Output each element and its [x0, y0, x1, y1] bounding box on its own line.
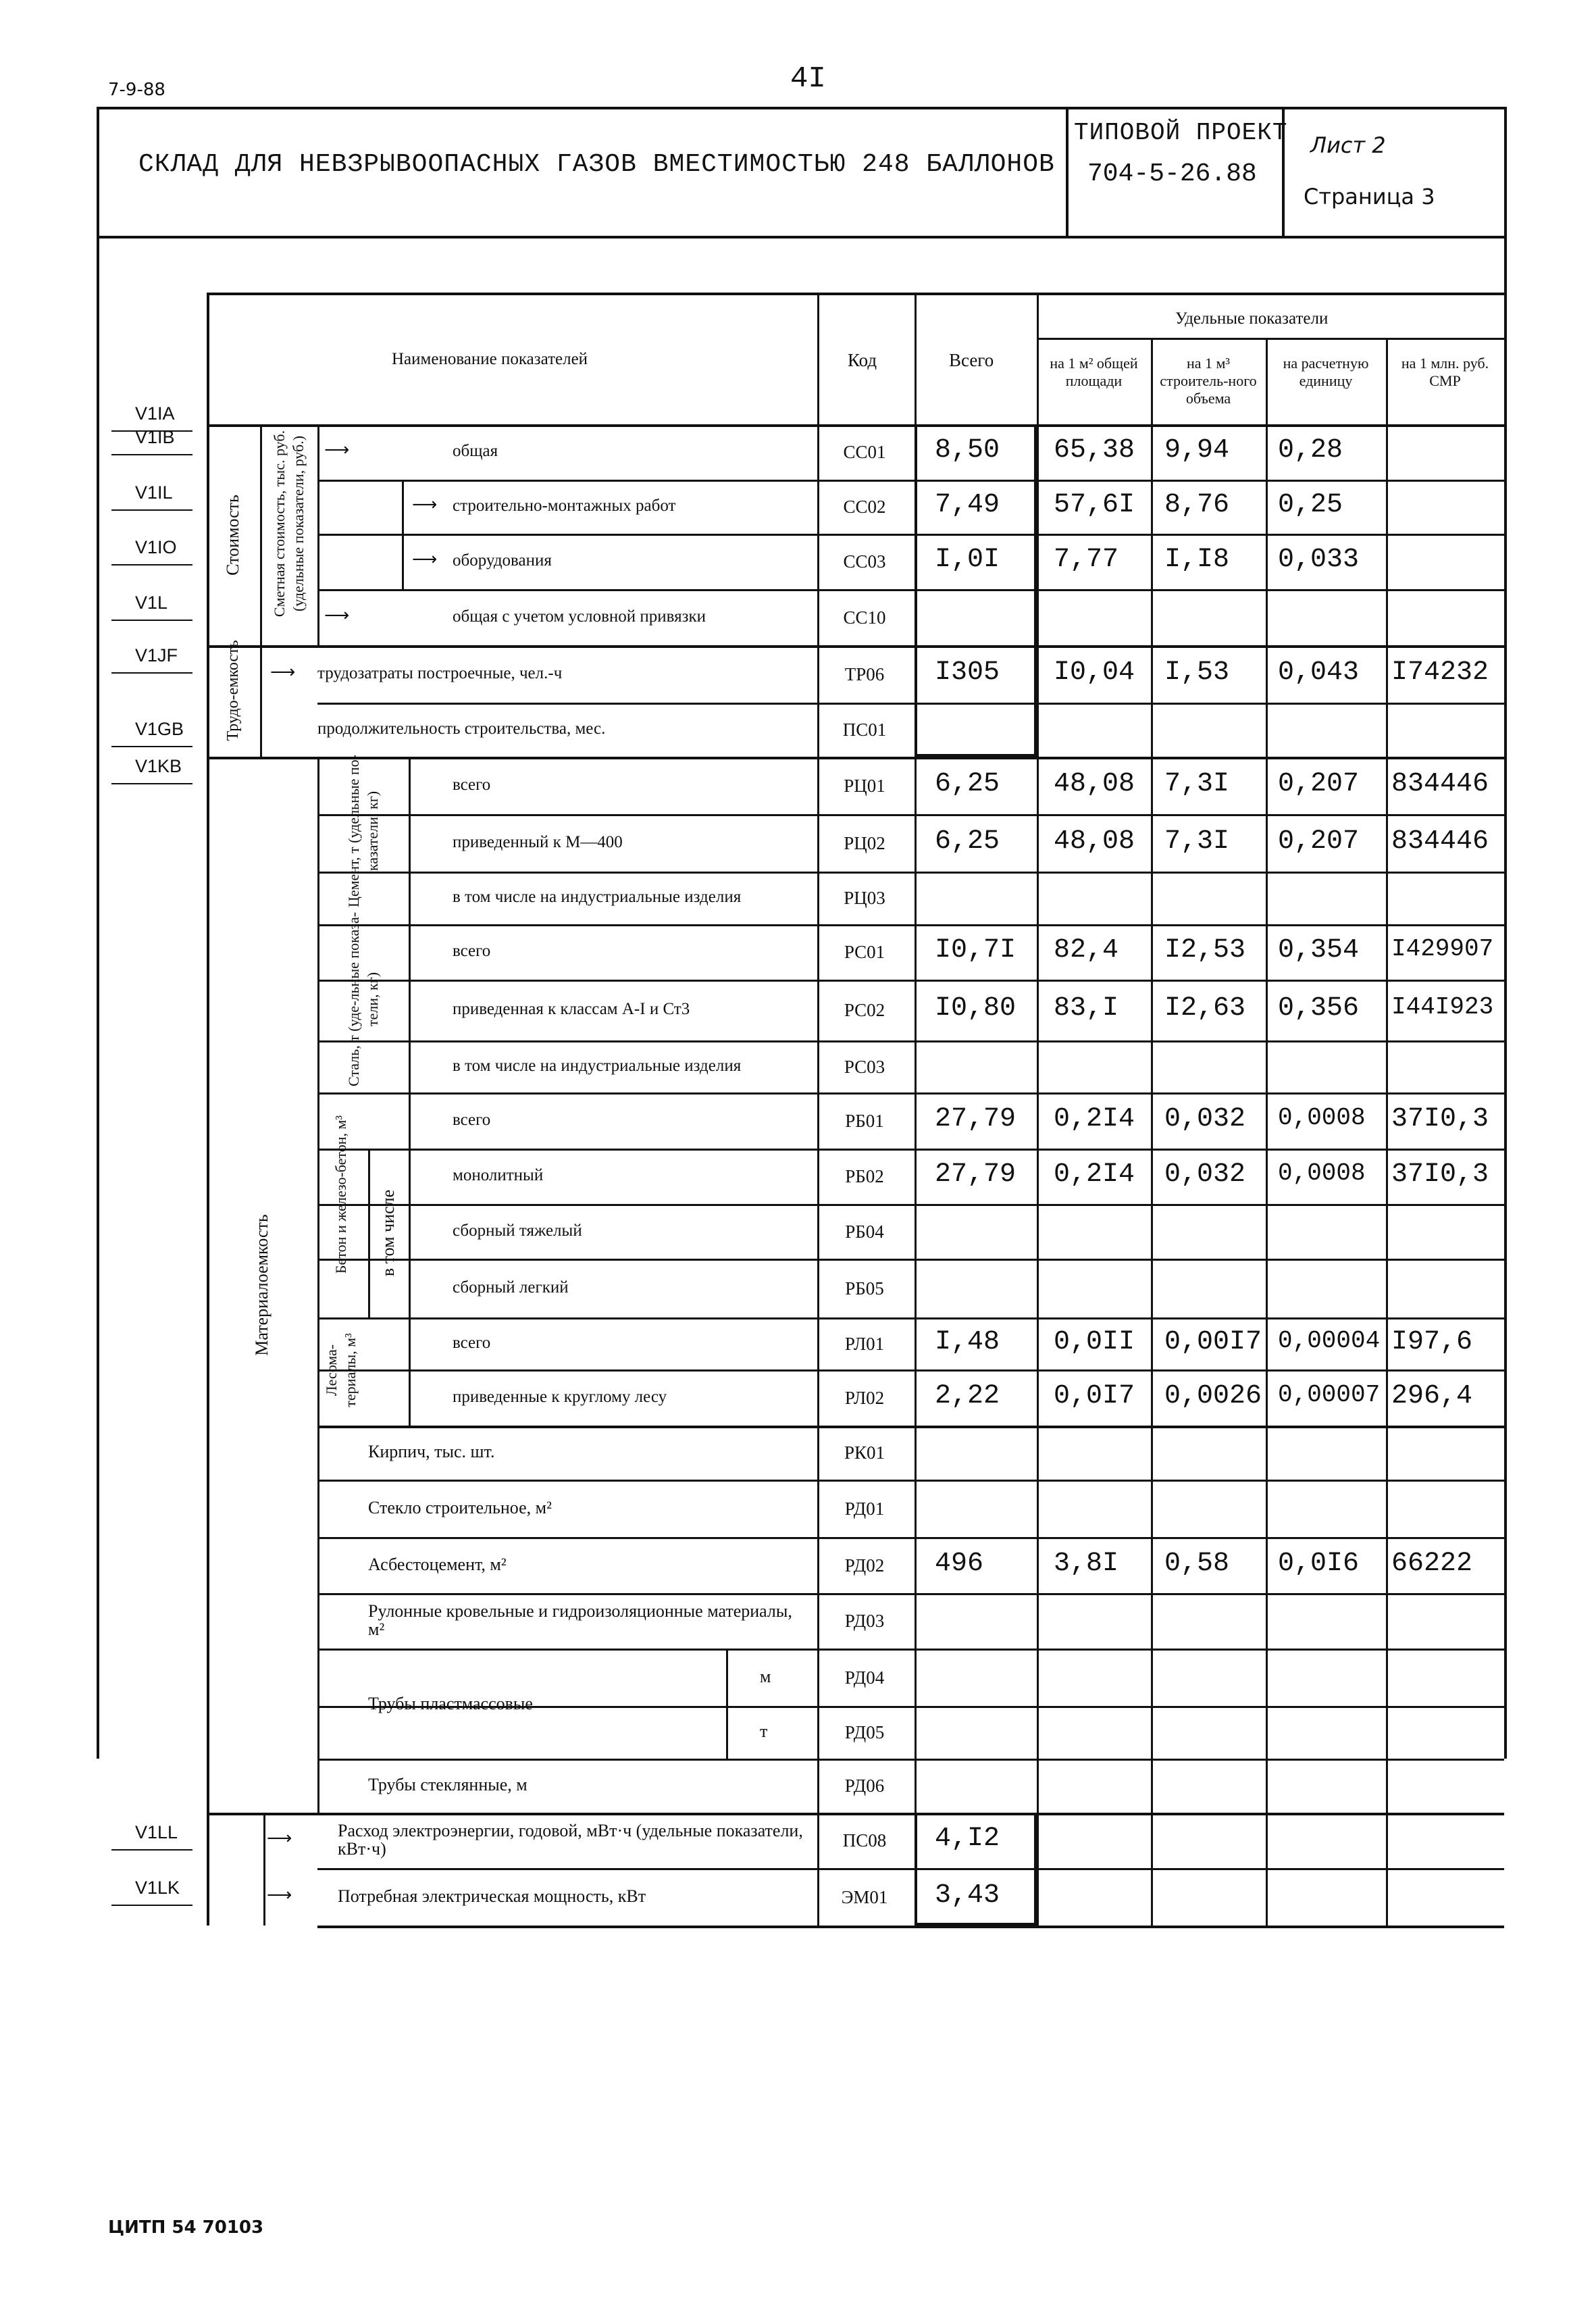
grid-line	[317, 872, 1504, 874]
row-label: Асбестоцемент, м²	[368, 1554, 507, 1574]
row-per-unit-value: 0,043	[1278, 657, 1360, 688]
row-code: СС02	[843, 497, 886, 517]
row-label: в том числе на индустриальные изделия	[453, 1056, 742, 1075]
column-per-million-header: на 1 млн. руб. СМР	[1401, 355, 1489, 389]
row-code: РК01	[844, 1442, 885, 1463]
row-label: в том числе на индустриальные изделия	[453, 888, 742, 906]
row-arrow-icon: ⟶	[267, 1828, 292, 1848]
row-per-volume-value: 9,94	[1164, 435, 1230, 466]
row-per-area-value: 7,77	[1054, 545, 1119, 575]
row-code: ПС08	[842, 1830, 887, 1851]
grid-line	[317, 1649, 1504, 1651]
row-code: СС01	[843, 442, 886, 462]
row-label: приведенный к М—400	[453, 832, 623, 851]
grid-line	[111, 783, 192, 784]
row-arrow-icon: ⟶	[324, 440, 350, 460]
group-material: Материалоемкость	[252, 1213, 272, 1356]
row-per-million-value: 296,4	[1391, 1380, 1473, 1411]
row-per-area-value: 48,08	[1054, 768, 1135, 799]
grid-line	[317, 1868, 1504, 1870]
row-per-volume-value: I,I8	[1164, 545, 1230, 575]
row-label: Стекло строительное, м²	[368, 1497, 552, 1517]
row-per-volume-value: 7,3I	[1164, 768, 1230, 799]
group-concrete-sub: в том числе	[378, 1189, 398, 1277]
row-label: Потребная электрическая мощность, кВт	[338, 1886, 646, 1906]
column-code-header: Код	[848, 350, 877, 370]
side-code-label: V1JF	[135, 645, 178, 665]
row-per-area-value: I0,04	[1054, 657, 1135, 688]
row-label: продолжительность строительства, мес.	[317, 720, 606, 738]
pipes-label: Трубы пластмассовые	[368, 1693, 533, 1713]
row-code: РЛ01	[844, 1333, 885, 1354]
side-code-label: V1IB	[135, 427, 175, 447]
row-code: ЭМ01	[841, 1886, 888, 1907]
grid-line	[317, 1926, 1504, 1928]
row-per-unit-value: 0,354	[1278, 935, 1360, 965]
grid-line	[409, 757, 411, 1426]
row-per-unit-value: 0,207	[1278, 768, 1360, 799]
row-label: приведенная к классам А-I и Ст3	[453, 1000, 690, 1018]
group-labor: Трудо-емкость	[224, 639, 242, 741]
row-total-value: 8,50	[935, 435, 1000, 466]
sheet-label: Лист 2	[1310, 132, 1386, 158]
row-code: ТР06	[844, 663, 885, 684]
grid-line	[317, 1480, 1504, 1482]
group-cost-sub: Сметная стоимость, тыс. руб. (удельные показатели, руб.)	[271, 430, 307, 617]
row-code: РЦ03	[844, 888, 885, 908]
row-code: СС10	[843, 607, 886, 628]
row-per-unit-value: 0,0008	[1278, 1159, 1366, 1187]
row-arrow-icon: ⟶	[324, 605, 350, 626]
side-code-label: V1IA	[135, 403, 175, 424]
grid-line	[317, 1259, 1504, 1261]
grid-line	[111, 672, 192, 674]
row-code: РС01	[844, 942, 885, 962]
row-per-unit-value: 0,00007	[1278, 1380, 1381, 1409]
grid-line	[317, 814, 1504, 816]
row-code: РД06	[844, 1776, 885, 1796]
row-per-area-value: 0,2I4	[1054, 1159, 1135, 1190]
grid-line	[726, 1649, 728, 1759]
row-code: РБ05	[845, 1278, 884, 1299]
row-per-area-value: 0,0II	[1054, 1326, 1135, 1357]
row-code: РЛ02	[844, 1387, 885, 1408]
row-per-unit-value: 0,0008	[1278, 1103, 1366, 1132]
row-total-value: 27,79	[935, 1159, 1016, 1190]
grid-line	[317, 1426, 1504, 1428]
grid-line	[317, 980, 1504, 982]
row-total-value: 27,79	[935, 1103, 1016, 1134]
row-total-value: 6,25	[935, 826, 1000, 857]
row-per-volume-value: 0,58	[1164, 1548, 1230, 1579]
grid-line	[1037, 293, 1039, 1926]
row-per-unit-value: 0,0I6	[1278, 1548, 1360, 1579]
row-code: РД02	[844, 1555, 885, 1576]
row-arrow-icon: ⟶	[412, 549, 438, 570]
row-per-volume-value: 0,0026	[1164, 1380, 1262, 1411]
page-label: Страница 3	[1304, 184, 1435, 209]
grid-line	[317, 1593, 1504, 1595]
grid-line	[207, 645, 1504, 648]
group-concrete: Бетон и железо-бетон, м³	[332, 1115, 349, 1274]
group-cement: Цемент, т (удельные по-казатели, кг)	[345, 755, 381, 908]
row-code: РБ01	[845, 1110, 884, 1131]
row-code: РД01	[844, 1498, 885, 1519]
row-label: т	[760, 1721, 768, 1741]
row-per-area-value: 0,0I7	[1054, 1380, 1135, 1411]
row-per-volume-value: 8,76	[1164, 490, 1230, 520]
row-total-value: 496	[935, 1548, 984, 1579]
row-per-volume-value: I2,53	[1164, 935, 1246, 965]
grid-line	[317, 1040, 1504, 1042]
row-code: РБ04	[845, 1221, 884, 1242]
row-label: Расход электроэнергии, годовой, мВт·ч (удельные показатели, кВт·ч)	[338, 1821, 803, 1859]
row-label: Трубы стеклянные, м	[368, 1775, 527, 1794]
column-per-unit-header: на расчетную единицу	[1283, 355, 1369, 389]
side-code-label: V1LK	[135, 1878, 180, 1898]
column-total-header: Всего	[949, 350, 994, 370]
row-per-area-value: 3,8I	[1054, 1548, 1119, 1579]
row-code: ПС01	[842, 720, 887, 740]
row-label: приведенные к круглому лесу	[453, 1387, 667, 1406]
grid-line	[726, 1706, 817, 1708]
row-code: РЦ01	[844, 775, 885, 796]
row-per-million-value: I97,6	[1391, 1326, 1473, 1357]
row-per-area-value: 57,6I	[1054, 490, 1135, 520]
document-title: СКЛАД ДЛЯ НЕВЗРЫВООПАСНЫХ ГАЗОВ ВМЕСТИМОСТЬЮ 248 БАЛЛОНОВ	[138, 150, 1055, 179]
side-code-label: V1LL	[135, 1822, 178, 1842]
row-code: РС03	[844, 1056, 885, 1077]
row-label: всего	[453, 775, 491, 794]
grid-line	[263, 1813, 265, 1926]
row-total-value: I,48	[935, 1326, 1000, 1357]
grid-line	[317, 1317, 1504, 1319]
row-total-value: 4,I2	[935, 1823, 1000, 1854]
row-per-volume-value: 7,3I	[1164, 826, 1230, 857]
row-per-volume-value: 0,032	[1164, 1103, 1246, 1134]
grid-line	[207, 293, 209, 1926]
row-per-unit-value: 0,00004	[1278, 1326, 1381, 1355]
project-number: 704-5-26.88	[1087, 159, 1257, 188]
row-per-area-value: 48,08	[1054, 826, 1135, 857]
row-per-million-value: 834446	[1391, 768, 1489, 799]
row-total-value: 6,25	[935, 768, 1000, 799]
row-per-area-value: 83,I	[1054, 993, 1119, 1024]
row-arrow-icon: ⟶	[267, 1884, 292, 1905]
grid-line	[111, 509, 192, 511]
grid-line	[207, 757, 1504, 759]
row-per-million-value: 834446	[1391, 826, 1489, 857]
grid-line	[260, 424, 262, 757]
row-code: РЦ02	[844, 832, 885, 853]
grid-line	[317, 480, 1504, 482]
row-label: трудозатраты построечные, чел.-ч	[317, 663, 563, 682]
row-label: м	[760, 1666, 771, 1686]
side-code-label: V1GB	[135, 719, 184, 739]
row-label: общая с учетом условной привязки	[453, 607, 706, 626]
group-cost: Стоимость	[223, 494, 242, 576]
row-label: сборный легкий	[453, 1278, 569, 1297]
corner-label: 7-9-88	[108, 80, 165, 100]
grid-line	[317, 1369, 1504, 1372]
grid-line	[368, 1149, 370, 1317]
row-per-million-value: 37I0,3	[1391, 1159, 1489, 1190]
grid-line	[317, 1149, 1504, 1151]
row-total-value: 7,49	[935, 490, 1000, 520]
column-per-area-header: на 1 м² общей площади	[1050, 355, 1138, 389]
grid-line	[317, 1092, 1504, 1095]
row-code: РД03	[844, 1611, 885, 1631]
row-code: РД04	[844, 1667, 885, 1688]
grid-line	[402, 480, 404, 589]
group-timber: Лесома-териалы, м³	[323, 1333, 359, 1407]
grid-line	[1037, 338, 1504, 340]
side-code-label: V1KB	[135, 756, 182, 776]
row-label: сборный тяжелый	[453, 1221, 582, 1240]
grid-line	[317, 424, 319, 645]
row-total-value: I,0I	[935, 545, 1000, 575]
row-per-million-value: 66222	[1391, 1548, 1473, 1579]
side-code-label: V1IL	[135, 482, 173, 503]
row-per-unit-value: 0,356	[1278, 993, 1360, 1024]
grid-line	[317, 757, 319, 1813]
grid-line	[317, 534, 1504, 536]
row-arrow-icon: ⟶	[270, 661, 296, 682]
row-label: строительно-монтажных работ	[453, 497, 676, 515]
grid-line	[207, 1813, 1504, 1815]
row-label: оборудования	[453, 551, 552, 570]
grid-line	[207, 424, 1504, 427]
column-per-volume-header: на 1 м³ строитель-ного объема	[1160, 355, 1257, 407]
grid-line	[317, 703, 1504, 705]
side-code-label: V1L	[135, 593, 168, 613]
grid-line	[1151, 338, 1153, 1926]
row-label: общая	[453, 442, 498, 460]
row-per-million-value: 37I0,3	[1391, 1103, 1489, 1134]
row-code: РБ02	[845, 1166, 884, 1186]
row-label: всего	[453, 942, 491, 960]
row-label: всего	[453, 1110, 491, 1129]
row-arrow-icon: ⟶	[412, 495, 438, 515]
row-label: монолитный	[453, 1166, 544, 1184]
grid-line	[317, 924, 1504, 926]
footer-code: ЦИТП 54 70103	[108, 2217, 264, 2238]
total-highlight-box	[915, 1813, 1037, 1926]
row-per-area-value: 65,38	[1054, 435, 1135, 466]
row-per-volume-value: 0,00I7	[1164, 1326, 1262, 1357]
row-per-unit-value: 0,25	[1278, 490, 1343, 520]
project-label: ТИПОВОЙ ПРОЕКТ	[1074, 119, 1288, 147]
row-per-volume-value: I2,63	[1164, 993, 1246, 1024]
grid-line	[111, 1905, 192, 1906]
grid-line	[111, 1849, 192, 1851]
row-per-unit-value: 0,207	[1278, 826, 1360, 857]
row-code: РД05	[844, 1722, 885, 1742]
row-per-million-value: I44I923	[1391, 993, 1494, 1021]
grid-line	[317, 1204, 1504, 1206]
grid-line	[1266, 338, 1268, 1926]
grid-line	[317, 1759, 1504, 1761]
row-label: Кирпич, тыс. шт.	[368, 1442, 495, 1461]
grid-line	[317, 1537, 1504, 1539]
row-per-volume-value: I,53	[1164, 657, 1230, 688]
grid-line	[111, 746, 192, 747]
row-code: РС02	[844, 1000, 885, 1020]
grid-line	[111, 620, 192, 621]
side-code-label: V1IO	[135, 537, 177, 557]
row-total-value: 3,43	[935, 1880, 1000, 1911]
grid-line	[111, 564, 192, 565]
row-code: СС03	[843, 551, 886, 572]
row-total-value: I0,80	[935, 993, 1016, 1024]
total-highlight-box	[915, 424, 1037, 757]
column-specific-header: Удельные показатели	[1175, 309, 1329, 328]
row-per-million-value: I429907	[1391, 935, 1494, 963]
grid-line	[111, 454, 192, 455]
row-per-million-value: I74232	[1391, 657, 1489, 688]
page-number: 4I	[790, 62, 826, 96]
grid-line	[207, 293, 1504, 295]
row-total-value: I305	[935, 657, 1000, 688]
row-per-unit-value: 0,28	[1278, 435, 1343, 466]
row-label: всего	[453, 1333, 491, 1352]
column-name-header: Наименование показателей	[392, 350, 588, 368]
row-per-volume-value: 0,032	[1164, 1159, 1246, 1190]
row-per-area-value: 0,2I4	[1054, 1103, 1135, 1134]
row-total-value: 2,22	[935, 1380, 1000, 1411]
row-per-area-value: 82,4	[1054, 935, 1119, 965]
grid-line	[317, 589, 1504, 591]
grid-line	[207, 424, 208, 458]
row-label: Рулонные кровельные и гидроизоляционные материалы, м²	[368, 1601, 792, 1639]
grid-line	[1386, 338, 1388, 1926]
group-steel: Сталь, т (уде-льные показа-тели, кг)	[345, 911, 381, 1086]
row-total-value: I0,7I	[935, 935, 1016, 965]
row-per-unit-value: 0,033	[1278, 545, 1360, 575]
